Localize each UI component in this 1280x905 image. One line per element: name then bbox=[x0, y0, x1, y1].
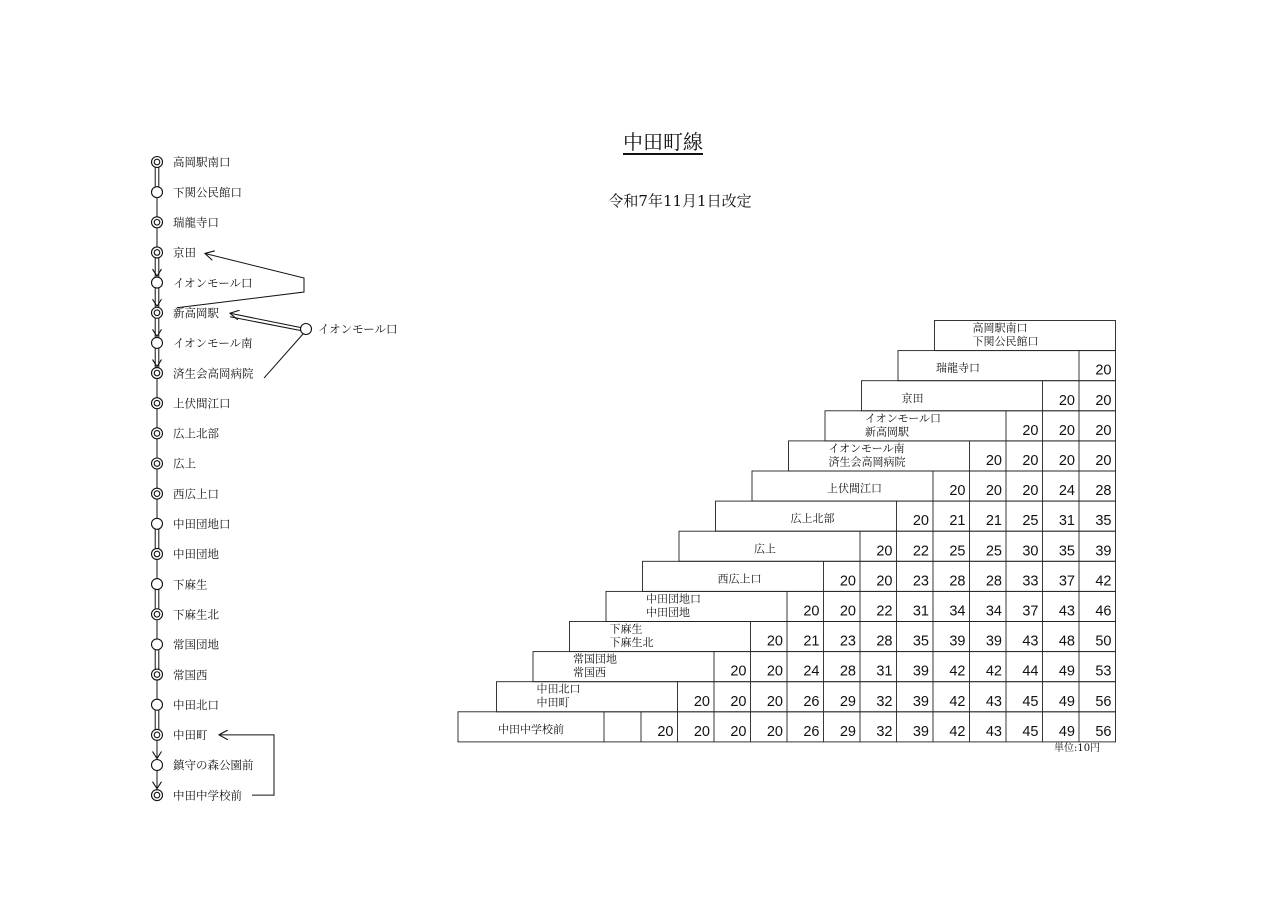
fare-station-name: 広上 bbox=[754, 542, 776, 556]
fare-cell: 21 bbox=[985, 513, 1002, 530]
stop-label: 中田町 bbox=[173, 728, 208, 743]
fare-cell: 20 bbox=[1022, 453, 1039, 469]
fare-cell: 20 bbox=[1058, 392, 1075, 409]
fare-cell: 32 bbox=[876, 723, 893, 740]
stop-label: 新高岡駅 bbox=[173, 305, 219, 320]
fare-cell: 20 bbox=[766, 693, 783, 710]
fare-cell: 29 bbox=[839, 693, 856, 710]
fare-cell: 20 bbox=[876, 573, 893, 590]
fare-station-name: 済生会高岡病院 bbox=[828, 455, 906, 469]
fare-cell: 43 bbox=[985, 723, 1002, 740]
fare-cell: 20 bbox=[1095, 453, 1112, 469]
stop-label: イオンモール口 bbox=[173, 275, 253, 290]
fare-cell: 37 bbox=[1022, 603, 1039, 620]
fare-cell: 56 bbox=[1095, 723, 1112, 740]
fare-cell: 42 bbox=[1095, 573, 1112, 590]
fare-cell: 33 bbox=[1022, 573, 1039, 590]
fare-cell: 20 bbox=[876, 543, 893, 560]
fare-row bbox=[898, 351, 1116, 381]
fare-cell: 49 bbox=[1058, 693, 1075, 710]
fare-cell: 35 bbox=[1058, 543, 1075, 560]
fare-cell: 34 bbox=[949, 603, 966, 620]
fare-cell: 24 bbox=[1058, 483, 1075, 500]
fare-cell: 20 bbox=[1022, 422, 1039, 439]
fare-cell: 20 bbox=[1095, 422, 1112, 439]
fare-cell: 20 bbox=[657, 723, 674, 740]
fare-cell: 48 bbox=[1058, 633, 1075, 650]
fare-station-name: 中田北口 bbox=[536, 682, 581, 696]
page-title: 中田町線 bbox=[623, 130, 703, 154]
stop-label: 常国西 bbox=[173, 667, 208, 682]
fare-cell: 53 bbox=[1095, 663, 1112, 680]
fare-station-name: 瑞龍寺口 bbox=[936, 361, 980, 375]
fare-cell: 20 bbox=[730, 693, 747, 710]
stop-label: 中田団地 bbox=[173, 547, 219, 562]
fare-cell: 22 bbox=[876, 603, 893, 620]
stop-label: 済生会高岡病院 bbox=[173, 366, 254, 381]
fare-cell: 26 bbox=[803, 693, 820, 710]
fare-cell: 35 bbox=[1095, 513, 1112, 530]
fare-cell: 39 bbox=[949, 633, 966, 650]
fare-cell: 46 bbox=[1095, 603, 1112, 620]
fare-cell: 23 bbox=[912, 573, 929, 590]
fare-cell: 20 bbox=[839, 573, 856, 590]
fare-cell: 20 bbox=[1022, 483, 1039, 500]
fare-station-name: 下麻生北 bbox=[609, 636, 654, 649]
fare-cell: 21 bbox=[803, 633, 820, 650]
stop-label: 中田団地口 bbox=[173, 517, 231, 531]
fare-station-name: 中田団地口 bbox=[646, 592, 701, 606]
fare-cell: 22 bbox=[912, 543, 929, 560]
fare-cell: 20 bbox=[693, 723, 710, 740]
revision-date: 令和7年11月1日改定 bbox=[608, 192, 752, 210]
fare-station-name: 上伏間江口 bbox=[827, 482, 882, 496]
fare-cell: 31 bbox=[912, 603, 929, 620]
fare-cell: 56 bbox=[1095, 693, 1112, 710]
stop-label: イオンモール南 bbox=[173, 336, 253, 351]
fare-cell: 44 bbox=[1022, 663, 1039, 680]
stop-label: 下麻生北 bbox=[173, 607, 219, 622]
fare-cell: 42 bbox=[949, 663, 966, 680]
fare-cell: 28 bbox=[1095, 483, 1112, 500]
fare-cell: 43 bbox=[985, 693, 1002, 710]
fare-cell: 21 bbox=[949, 513, 966, 530]
fare-station-name: 常国西 bbox=[573, 666, 606, 680]
fare-cell: 49 bbox=[1058, 663, 1075, 680]
stop-label: 高岡駅南口 bbox=[173, 155, 231, 170]
fare-cell: 42 bbox=[949, 693, 966, 710]
fare-cell: 37 bbox=[1058, 573, 1075, 590]
fare-cell: 25 bbox=[985, 543, 1002, 560]
fare-cell: 20 bbox=[949, 483, 966, 500]
fare-station-name: 西広上口 bbox=[717, 572, 762, 586]
fare-station-name: 中田町 bbox=[536, 696, 570, 710]
stop-label: 常国団地 bbox=[173, 637, 219, 652]
fare-cell: 20 bbox=[803, 603, 820, 620]
fare-station-name: 下関公民館口 bbox=[972, 335, 1039, 348]
fare-cell: 20 bbox=[985, 453, 1002, 469]
fare-cell: 20 bbox=[766, 663, 783, 680]
unit-label: 単位:10円 bbox=[1054, 743, 1101, 754]
stop-label: 下麻生 bbox=[173, 577, 208, 592]
fare-cell: 20 bbox=[839, 603, 856, 620]
fare-cell: 20 bbox=[730, 723, 747, 740]
fare-station-name: 中田中学校前 bbox=[498, 722, 564, 736]
stop-label: 上伏間江口 bbox=[173, 396, 231, 411]
fare-cell: 20 bbox=[985, 483, 1002, 500]
fare-station-name: 常国団地 bbox=[573, 652, 617, 666]
fare-cell: 43 bbox=[1058, 603, 1075, 620]
fare-cell: 25 bbox=[1022, 513, 1039, 530]
stop-label: 中田北口 bbox=[173, 697, 219, 712]
fare-cell: 42 bbox=[985, 663, 1002, 680]
fare-row bbox=[679, 531, 1116, 561]
fare-station-name: 京田 bbox=[901, 391, 924, 405]
fare-station-name: イオンモール口 bbox=[865, 411, 942, 425]
fare-cell: 26 bbox=[803, 723, 820, 740]
fare-cell: 20 bbox=[912, 513, 929, 530]
branch-stop-label: イオンモール口 bbox=[318, 322, 398, 337]
fare-cell: 39 bbox=[1095, 543, 1112, 560]
fare-cell: 49 bbox=[1058, 723, 1075, 740]
fare-cell: 31 bbox=[1058, 513, 1075, 530]
fare-station-name: イオンモール南 bbox=[828, 441, 905, 455]
fare-station-name: 広上北部 bbox=[790, 512, 835, 526]
fare-cell: 45 bbox=[1022, 693, 1039, 710]
stop-label: 中田中学校前 bbox=[173, 788, 242, 803]
fare-station-name: 下麻生 bbox=[609, 622, 643, 636]
fare-cell: 23 bbox=[839, 633, 856, 650]
fare-cell: 20 bbox=[766, 723, 783, 740]
stop-label: 広上北部 bbox=[173, 426, 219, 441]
fare-cell: 20 bbox=[730, 663, 747, 680]
fare-cell: 25 bbox=[949, 543, 966, 560]
fare-cell: 28 bbox=[839, 663, 856, 680]
fare-cell: 39 bbox=[985, 633, 1002, 650]
fare-cell: 20 bbox=[1058, 422, 1075, 439]
stop-label: 鎮守の森公園前 bbox=[173, 758, 254, 773]
fare-cell: 31 bbox=[876, 663, 893, 680]
fare-cell: 32 bbox=[876, 693, 893, 710]
fare-cell: 50 bbox=[1095, 633, 1112, 650]
stop-label: 広上 bbox=[173, 456, 196, 471]
fare-cell: 28 bbox=[876, 633, 893, 650]
fare-cell: 20 bbox=[1095, 362, 1112, 379]
fare-cell: 20 bbox=[1095, 392, 1112, 409]
fare-cell: 45 bbox=[1022, 723, 1039, 740]
fare-cell: 35 bbox=[912, 633, 929, 650]
fare-station-name: 新高岡駅 bbox=[865, 425, 909, 439]
fare-grid bbox=[458, 321, 1116, 742]
fare-station-name: 中田団地 bbox=[646, 605, 690, 619]
fare-cell: 20 bbox=[766, 633, 783, 650]
fare-cell: 34 bbox=[985, 603, 1002, 620]
fare-cell: 28 bbox=[949, 573, 966, 590]
stop-label: 瑞龍寺口 bbox=[173, 215, 219, 230]
stop-label: 京田 bbox=[173, 245, 196, 260]
fare-cell: 39 bbox=[912, 693, 929, 710]
fare-cell: 30 bbox=[1022, 543, 1039, 560]
fare-cell: 20 bbox=[1058, 453, 1075, 469]
stop-label: 西広上口 bbox=[173, 486, 219, 501]
fare-cell: 24 bbox=[803, 663, 820, 680]
fare-cell: 29 bbox=[839, 723, 856, 740]
fare-cell: 39 bbox=[912, 663, 929, 680]
fare-cell: 42 bbox=[949, 723, 966, 740]
stop-label: 下関公民館口 bbox=[173, 185, 242, 200]
fare-row bbox=[862, 381, 1116, 411]
fare-cell: 43 bbox=[1022, 633, 1039, 650]
fare-station-name: 高岡駅南口 bbox=[972, 321, 1028, 335]
fare-cell: 39 bbox=[912, 723, 929, 740]
fare-cell: 20 bbox=[693, 693, 710, 710]
fare-cell: 28 bbox=[985, 573, 1002, 590]
